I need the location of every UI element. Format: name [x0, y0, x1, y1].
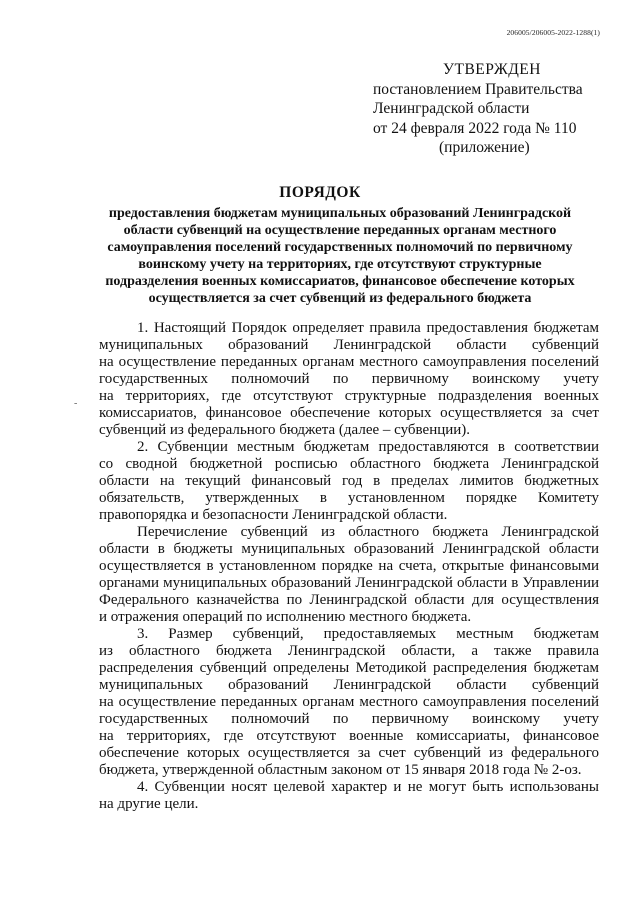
approval-block	[373, 60, 623, 158]
document-number: 206005/206005-2022-1288(1)	[506, 28, 600, 37]
paragraph-4	[99, 626, 599, 779]
subtitle-line: области субвенций на осуществление переданных органам местного	[123, 223, 557, 238]
text-line: Перечисление субвенций из областного бюджета Ленинградской	[137, 524, 599, 540]
text-line: 3. Размер субвенций, предоставляемых местным бюджетам	[137, 626, 599, 642]
approval-line-4: (приложение)	[439, 139, 530, 156]
paragraph-1	[99, 320, 599, 439]
subtitle-line: подразделения военных комиссариатов, финансовое обеспечение которых	[105, 274, 575, 289]
paragraph-5	[99, 779, 599, 813]
text-line: муниципальных образований Ленинградской области субвенций	[99, 677, 599, 693]
text-line: области на текущий финансовый год в пределах лимитов бюджетных	[99, 473, 599, 489]
text-line: области в бюджеты муниципальных образований Ленинградской области	[99, 541, 599, 557]
text-line: органами муниципальных образований Ленинградской области в Управлении	[99, 575, 599, 591]
approval-heading: УТВЕРЖДЕН	[443, 61, 541, 78]
text-line: 4. Субвенции носят целевой характер и не могут быть использованы	[137, 779, 599, 795]
text-line: субвенций из федерального бюджета (далее – субвенции).	[99, 422, 471, 438]
text-line: на осуществление переданных органам местного самоуправления поселений	[99, 694, 599, 710]
approval-line-2: Ленинградской области	[373, 100, 530, 117]
subtitle-line: самоуправления поселений государственных полномочий по первичному	[107, 240, 573, 255]
text-line: на другие цели.	[99, 796, 199, 812]
document-title: ПОРЯДОК	[279, 184, 361, 201]
document-subtitle	[100, 205, 580, 307]
approval-line-3: от 24 февраля 2022 года № 110	[373, 119, 577, 137]
text-line: бюджета, утвержденной областным законом от 15 января 2018 года № 2-оз.	[99, 762, 582, 778]
margin-mark: -	[74, 398, 78, 409]
text-line: на осуществление переданных органам местного самоуправления поселений	[99, 354, 599, 370]
paragraph-3	[99, 524, 599, 626]
subtitle-line: воинскому учету на территориях, где отсутствуют структурные	[138, 257, 542, 272]
text-line: осуществляется в установленном порядке на счета, открытые финансовыми	[99, 558, 599, 574]
subtitle-line: предоставления бюджетам муниципальных образований Ленинградской	[108, 206, 572, 221]
text-line: муниципальных образований Ленинградской области субвенций	[99, 337, 599, 353]
paragraph-2	[99, 439, 599, 524]
text-line: на территориях, где отсутствуют структурные подразделения военных	[99, 388, 599, 404]
text-line: обязательств, утвержденных в установленном порядке Комитету	[99, 490, 599, 506]
text-line: из областного бюджета Ленинградской области, а также правила	[99, 643, 599, 659]
text-line: 1. Настоящий Порядок определяет правила предоставления бюджетам	[137, 320, 599, 336]
document-body	[99, 320, 599, 813]
text-line: комиссариатов, финансовое обеспечение которых осуществляется за счет	[99, 405, 599, 421]
approval-line-1: постановлением Правительства	[373, 80, 583, 98]
text-line: распределения субвенций определены Методикой распределения бюджетам	[99, 660, 599, 676]
text-line: на территориях, где отсутствуют военные комиссариаты, финансовое	[99, 728, 599, 744]
subtitle-line: осуществляется за счет субвенций из федерального бюджета	[148, 291, 532, 306]
text-line: со сводной бюджетной росписью областного бюджета Ленинградской	[99, 456, 599, 472]
text-line: государственных полномочий по первичному воинскому учету	[99, 371, 599, 387]
text-line: 2. Субвенции местным бюджетам предоставляются в соответствии	[137, 439, 599, 455]
text-line: правопорядка и безопасности Ленинградской области.	[99, 507, 448, 523]
text-line: обеспечение которых осуществляется за счет субвенций из федерального	[99, 745, 599, 761]
text-line: и отражения операций по исполнению местного бюджета.	[99, 609, 472, 625]
text-line: государственных полномочий по первичному воинскому учету	[99, 711, 599, 727]
text-line: Федерального казначейства по Ленинградской области для осуществления	[99, 592, 599, 608]
